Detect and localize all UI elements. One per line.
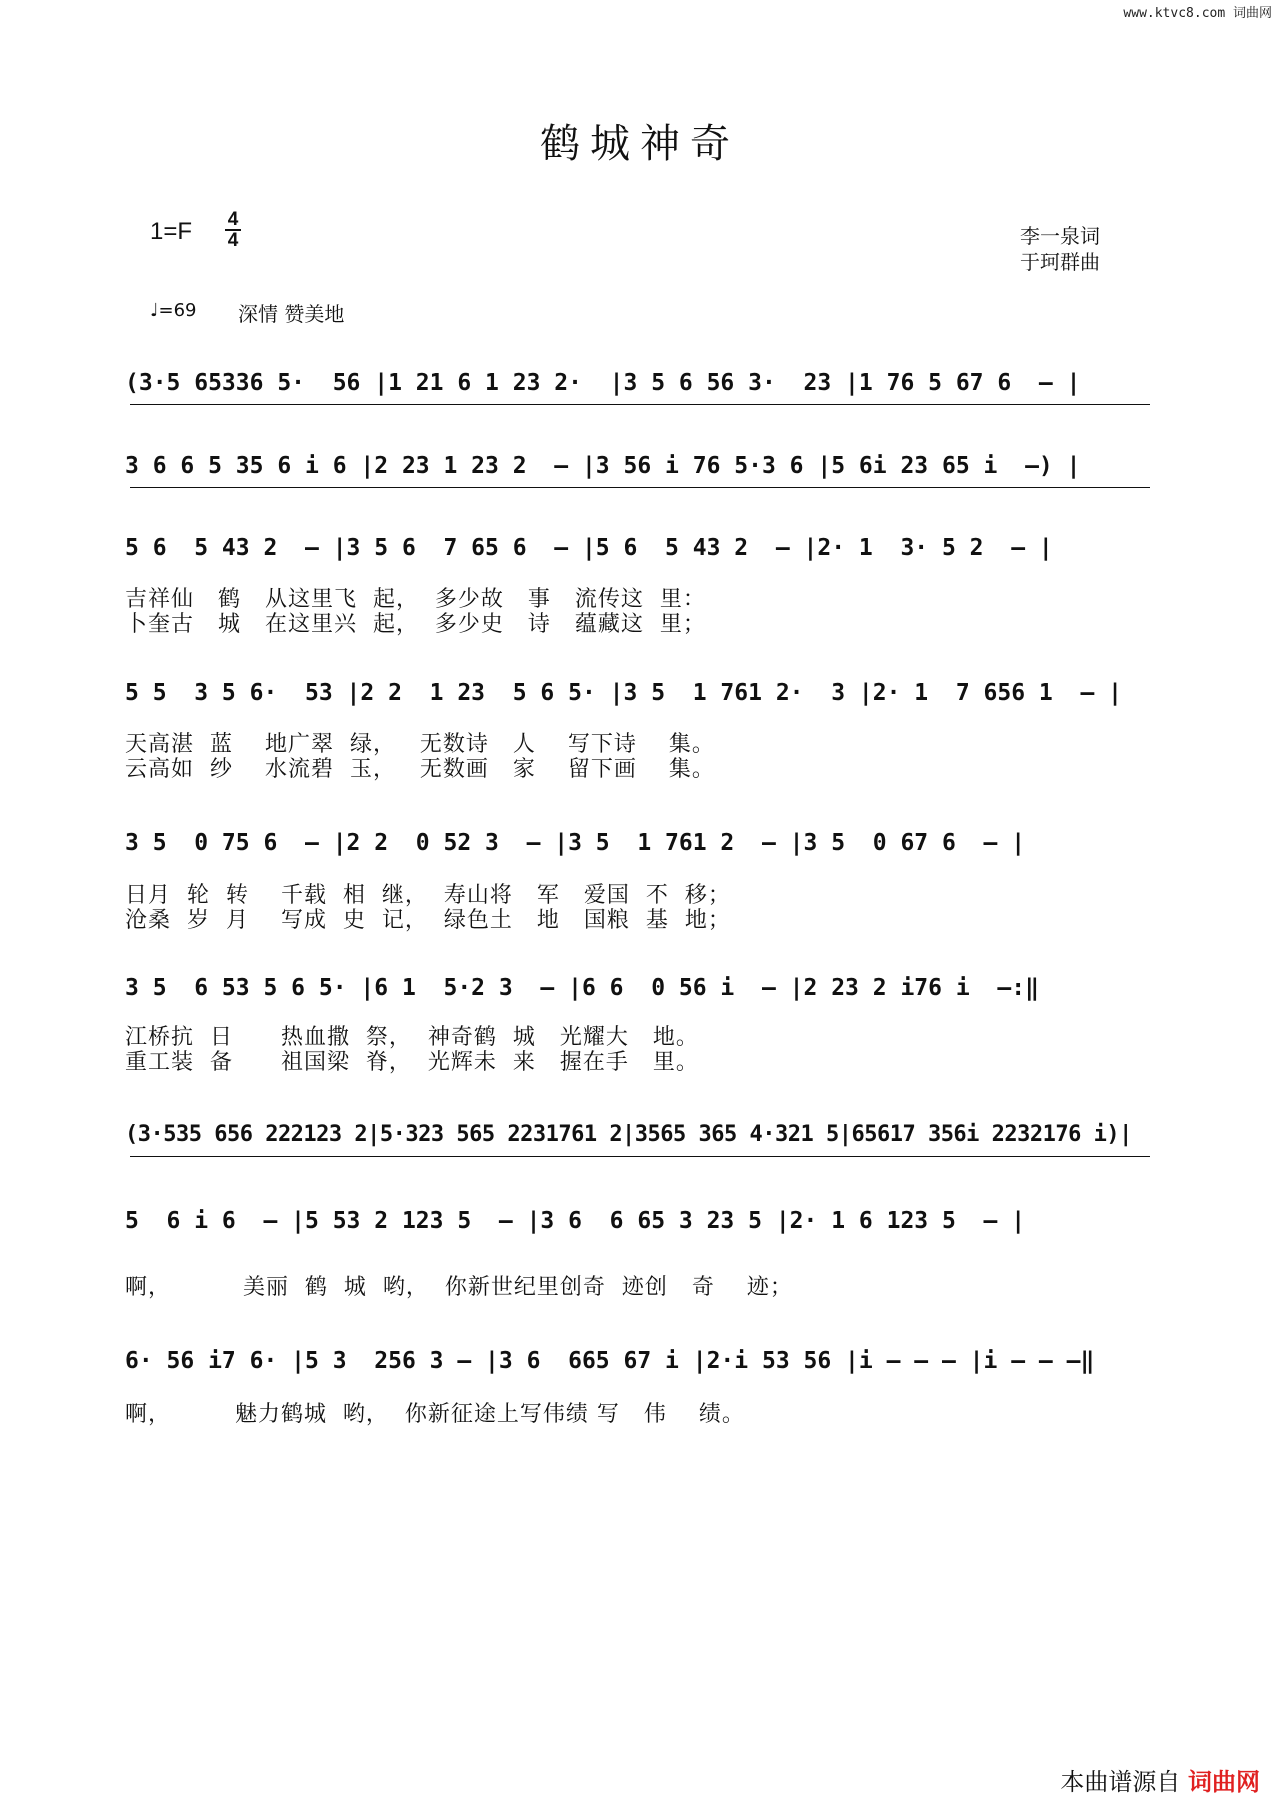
key-signature: 1=F — [150, 218, 193, 245]
lyric-line-6a: 江桥抗 日 热血撒 祭， 神奇鹤 城 光耀大 地。 — [125, 1025, 699, 1050]
lyric-line-5b: 沧桑 岁 月 写成 史 记， 绿色土 地 国粮 基 地； — [125, 908, 731, 933]
footer-brand-link[interactable]: 词曲网 — [1188, 1768, 1260, 1796]
underline-rule — [130, 487, 1150, 488]
meter-bottom: 4 — [225, 229, 241, 250]
notation-line-8: 5 6 i 6 – |5 53 2 123 5 – |3 6 6 65 3 23 5 |2· 1 6 123 5 – | — [125, 1208, 1026, 1234]
footer-source-text: 本曲谱源自 — [1060, 1768, 1181, 1796]
lyric-line-4a: 天高湛 蓝 地广翠 绿， 无数诗 人 写下诗 集。 — [125, 732, 715, 757]
notation-line-3: 5 6 5 43 2 – |3 5 6 7 65 6 – |5 6 5 43 2 – |2· 1 3· 5 2 – | — [125, 535, 1053, 561]
notation-line-9: 6· 56 i7 6· |5 3 256 3 – |3 6 665 67 i |2·i 53 56 |i – – – |i – – –‖ — [125, 1348, 1095, 1374]
lyric-line-5a: 日月 轮 转 千载 相 继， 寿山将 军 爱国 不 移； — [125, 883, 731, 908]
lyric-line-6b: 重工装 备 祖国梁 脊， 光辉未 来 握在手 里。 — [125, 1050, 699, 1075]
tempo-marking: ♩=69 — [150, 300, 197, 321]
site-watermark: www.ktvc8.com 词曲网 — [1123, 6, 1272, 21]
notation-line-4: 5 5 3 5 6· 53 |2 2 1 23 5 6 5· |3 5 1 761 2· 3 |2· 1 7 656 1 – | — [125, 680, 1122, 706]
notation-line-7: (3·535 656 222123 2|5·323 565 2231761 2|3565 365 4·321 5|65617 356i 2232176 i)| — [125, 1122, 1132, 1147]
footer-source — [1060, 1762, 1260, 1797]
lyric-line-9: 啊， 魅力鹤城 哟， 你新征途上写伟绩 写 伟 绩。 — [125, 1402, 745, 1427]
lyric-line-3b: 卜奎古 城 在这里兴 起， 多少史 诗 蕴藏这 里； — [125, 612, 706, 637]
notation-line-5: 3 5 0 75 6 – |2 2 0 52 3 – |3 5 1 761 2 – |3 5 0 67 6 – | — [125, 830, 1026, 856]
lyric-line-4b: 云高如 纱 水流碧 玉， 无数画 家 留下画 集。 — [125, 757, 715, 782]
expression-marking: 深情 赞美地 — [238, 302, 345, 326]
notation-line-6: 3 5 6 53 5 6 5· |6 1 5·2 3 – |6 6 0 56 i – |2 23 2 i76 i –:‖ — [125, 975, 1039, 1001]
lyricist-credit: 李一泉词 — [1020, 224, 1100, 248]
composer-credit: 于珂群曲 — [1020, 250, 1100, 274]
underline-rule — [130, 404, 1150, 405]
notation-line-2: 3 6 6 5 35 6 i 6 |2 23 1 23 2 – |3 56 i 76 5·3 6 |5 6i 23 65 i –) | — [125, 453, 1081, 479]
time-signature — [225, 210, 241, 250]
underline-rule — [130, 1156, 1150, 1157]
lyric-line-8: 啊， 美丽 鹤 城 哟， 你新世纪里创奇 迹创 奇 迹； — [125, 1275, 793, 1300]
lyric-line-3a: 吉祥仙 鹤 从这里飞 起， 多少故 事 流传这 里： — [125, 587, 706, 612]
meter-top: 4 — [227, 209, 239, 230]
notation-line-1: (3·5 65336 5· 56 |1 21 6 1 23 2· |3 5 6 56 3· 23 |1 76 5 67 6 – | — [125, 370, 1081, 396]
song-title: 鹤城神奇 — [540, 121, 740, 167]
